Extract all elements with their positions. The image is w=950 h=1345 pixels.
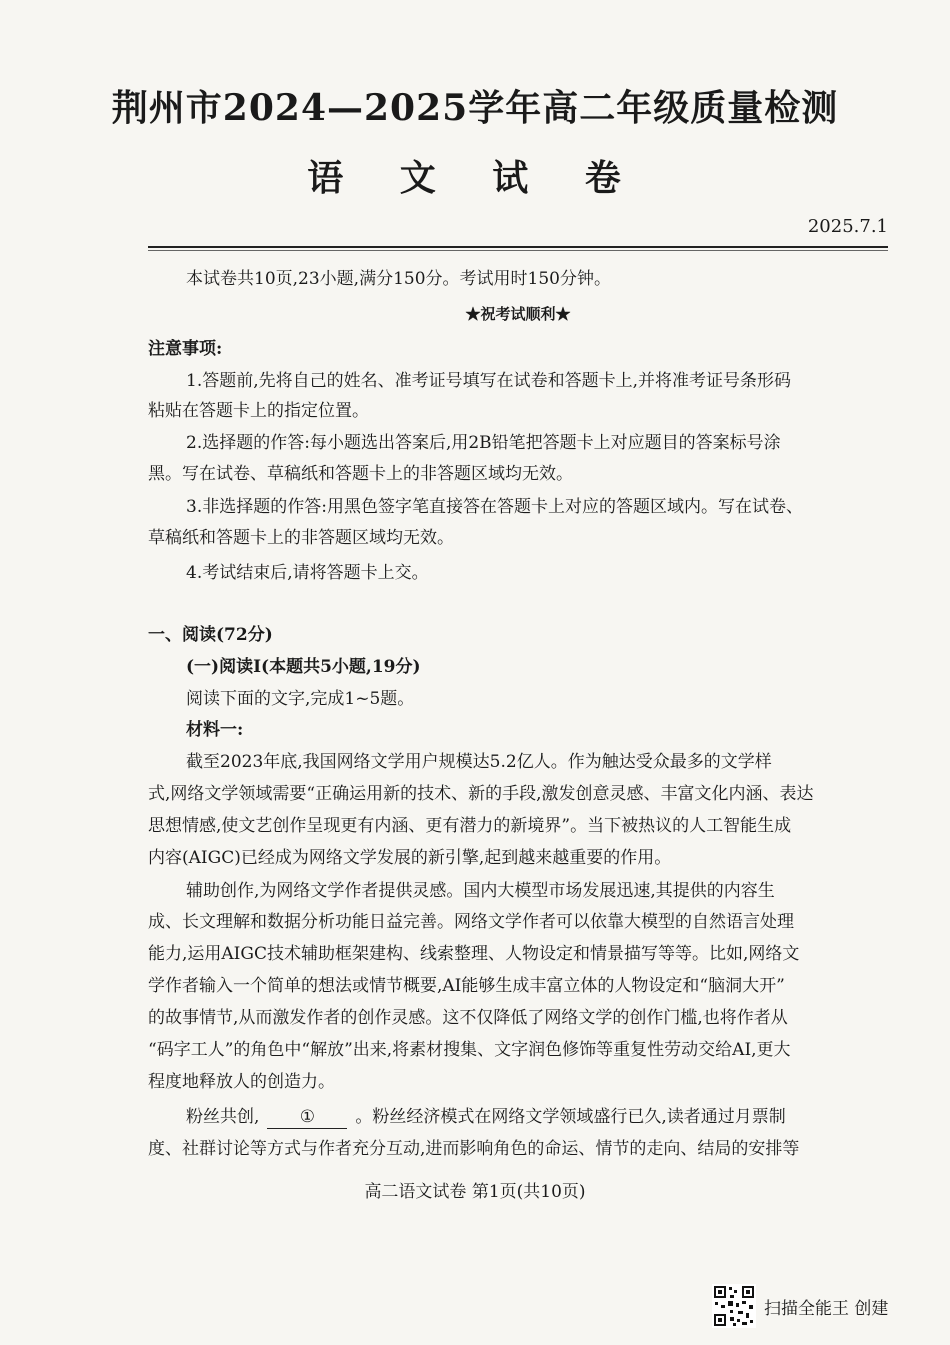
exam-info: 本试卷共10页,23小题,满分150分。考试用时150分钟。 [186,269,611,289]
fill-blank-1: ① [267,1106,347,1129]
notice-line: 2.选择题的作答:每小题选出答案后,用2B铅笔把答题卡上对应题目的答案标号涂 [186,433,781,453]
scanner-label: 扫描全能王 创建 [764,1298,889,1319]
passage-line: 的故事情节,从而激发作者的创作灵感。这不仅降低了网络文学的创作门槛,也将作者从 [148,1008,788,1028]
exam-subtitle: 语 文 试 卷 [307,157,643,199]
page-footer: 高二语文试卷 第1页(共10页) [364,1182,586,1202]
fan-cocreation-line [148,1106,888,1129]
material-label: 材料一: [186,720,244,740]
exam-date: 2025.7.1 [807,216,888,237]
passage-line: 辅助创作,为网络文学作者提供灵感。国内大模型市场发展迅速,其提供的内容生 [186,881,775,901]
fan-prefix: 粉丝共创, [186,1107,260,1127]
passage-line: 式,网络文学领域需要“正确运用新的技术、新的手段,激发创意灵感、丰富文化内涵、表达 [148,784,814,804]
notice-line: 草稿纸和答题卡上的非答题区域均无效。 [148,528,454,548]
notice-heading: 注意事项: [148,339,223,359]
passage-line: 程度地释放人的创造力。 [148,1072,335,1092]
qr-code-icon [712,1284,756,1328]
notice-line: 黑。写在试卷、草稿纸和答题卡上的非答题区域均无效。 [148,464,573,484]
good-luck-banner: ★祝考试顺利★ [465,305,571,323]
notice-line: 1.答题前,先将自己的姓名、准考证号填写在试卷和答题卡上,并将准考证号条形码 [186,371,792,391]
header-rule [148,246,888,248]
passage-line: “码字工人”的角色中“解放”出来,将素材搜集、文字润色修饰等重复性劳动交给AI,更大 [148,1040,791,1060]
passage-line: 截至2023年底,我国网络文学用户规模达5.2亿人。作为触达受众最多的文学样 [186,752,772,772]
passage-line: 内容(AIGC)已经成为网络文学发展的新引擎,起到越来越重要的作用。 [148,848,672,868]
part-heading: (一)阅读Ⅰ(本题共5小题,19分) [186,657,421,677]
passage-line: 学作者输入一个简单的想法或情节概要,AI能够生成丰富立体的人物设定和“脑洞大开” [148,976,785,996]
notice-line: 3.非选择题的作答:用黑色签字笔直接答在答题卡上对应的答题区域内。写在试卷、 [186,497,803,517]
passage-line: 成、长文理解和数据分析功能日益完善。网络文学作者可以依靠大模型的自然语言处理 [148,912,794,932]
section-heading: 一、阅读(72分) [148,625,273,645]
reading-instruction: 阅读下面的文字,完成1~5题。 [186,689,415,709]
fan-suffix: 。粉丝经济模式在网络文学领域盛行已久,读者通过月票制 [355,1107,786,1127]
exam-title: 荆州市2024—2025学年高二年级质量检测 [111,87,839,129]
notice-line: 4.考试结束后,请将答题卡上交。 [186,563,429,583]
passage-line: 能力,运用AIGC技术辅助框架建构、线索整理、人物设定和情景描写等等。比如,网络文 [148,944,800,964]
passage-line: 度、社群讨论等方式与作者充分互动,进而影响角色的命运、情节的走向、结局的安排等 [148,1139,800,1159]
scanner-watermark [712,1284,888,1328]
notice-line: 粘贴在答题卡上的指定位置。 [148,401,369,421]
header-rule-thin [148,250,888,251]
passage-line: 思想情感,使文艺创作呈现更有内涵、更有潜力的新境界”。当下被热议的人工智能生成 [148,816,792,836]
